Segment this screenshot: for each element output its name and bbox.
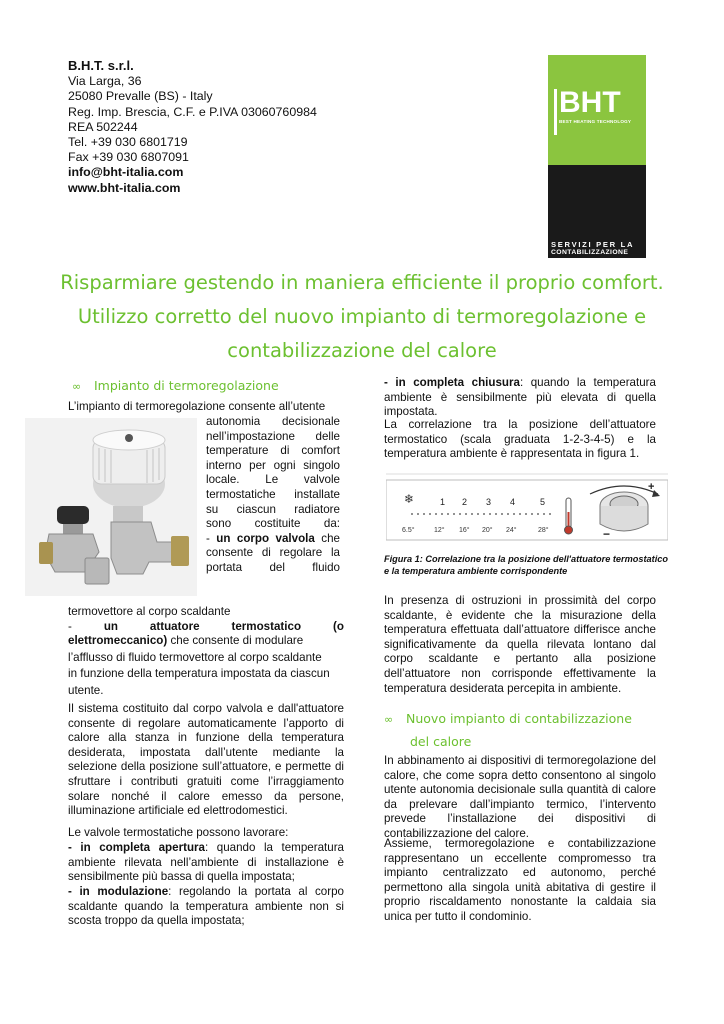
wrap-line: su ciascun radiatore (206, 502, 340, 516)
figure-1-scale-diagram (386, 472, 668, 542)
temp-label: 28° (538, 527, 549, 534)
company-city: 25080 Prevalle (BS) - Italy (68, 89, 213, 104)
mode-bold: - in completa apertura (68, 841, 206, 854)
item-actuator-bold: elettromeccanico) (68, 634, 168, 648)
item-actuator-line4: in funzione della temperatura impostata da ciascun (68, 667, 330, 681)
mode-bold: in modulazione (79, 885, 169, 898)
infinity-bullet-icon: ∞ (384, 713, 394, 726)
logo-services-line1: SERVIZI PER LA (551, 240, 635, 249)
logo-services-line2: CONTABILIZZAZIONE (551, 249, 629, 256)
temp-label: 16° (459, 527, 470, 534)
scale-label: 3 (486, 497, 492, 507)
snowflake-icon: ❄ (404, 492, 415, 506)
item-valve-body-bold: un corpo valvola (216, 531, 315, 545)
wrap-line: consente di regolare la (206, 546, 340, 560)
company-address-block (68, 58, 368, 196)
word: un (103, 619, 118, 633)
column2-para1: La correlazione tra la posizione dell’attuatore termostatico (scala graduata 1-2-3-4-5) e la temperatura ambiente è rappresentata in figura 1. (384, 418, 656, 461)
company-email-link[interactable]: info@bht-italia.com (68, 165, 184, 180)
bht-logo (548, 55, 646, 258)
plus-icon: + (648, 481, 655, 493)
company-registration: Reg. Imp. Brescia, C.F. e P.IVA 03060760984 (68, 104, 317, 119)
dash: - (68, 885, 80, 898)
section-heading-text: Nuovo impianto di contabilizzazione (406, 711, 632, 726)
logo-wordmark: BHT (559, 86, 621, 119)
column2-para4: Assieme, termoregolazione e contabilizzazione rappresentano un eccellente compromesso tra impianto centralizzato ed autonomo, perché permettono alla singola unità abitativa di gestire il proprio riscaldamento nonostante la caldaia sia unica per tutto il condominio. (384, 837, 656, 923)
mode-rest: : quando la temperatura ambiente rilevata nell’ambiente di installazione è sensibilmente più bassa di quella impostata; (68, 841, 345, 884)
section-heading-contabilizzazione-line2: del calore (410, 734, 472, 749)
item-actuator-line5: utente. (68, 683, 104, 697)
mode-complete-opening (68, 841, 344, 885)
scale-label: 1 (440, 497, 446, 507)
mode-complete-closing (384, 376, 656, 420)
dash: - (206, 531, 217, 545)
mode-rest: : quando la temperatura ambiente è sensibilmente più elevata di quella impostata. (384, 376, 656, 419)
section1-items-block (68, 605, 344, 699)
temp-label: 12° (434, 527, 445, 534)
title-line-1: Risparmiare gestendo in maniera efficiente il proprio comfort. (60, 271, 664, 294)
wrap-line: sono costituite da: (206, 517, 340, 531)
item-actuator-line1 (68, 620, 344, 635)
item-actuator-line3: l’afflusso di fluido termovettore al corpo scaldante (68, 650, 322, 664)
scale-label: 2 (462, 497, 468, 507)
title-line-3: contabilizzazione del calore (227, 339, 497, 362)
temp-label: 6.5° (402, 527, 415, 534)
section1-para3: Le valvole termostatiche possono lavorare: (68, 826, 289, 839)
column2-para2: In presenza di ostruzioni in prossimità del corpo scaldante, è evidente che la misurazione della temperatura effettuata dall’attuatore differisce anche significativamente da quella rilevata lontano dal corpo scaldante e pertanto alla posizione dell’attuatore non corrisponde effettivamente la temperatura desiderata percepita in ambiente. (384, 594, 656, 695)
wrap-line: termostatiche installate (206, 487, 340, 501)
figure-1-caption: Figura 1: Correlazione tra la posizione dell'attuatore termostatico e la temperatura ambiente corrispondente (384, 554, 668, 576)
scale-label: 5 (540, 497, 546, 507)
item-valve-body-end: termovettore al corpo scaldante (68, 605, 231, 618)
word: termostatico (231, 619, 302, 633)
dash: - (68, 619, 72, 633)
item-valve-body-rest: che (314, 531, 340, 545)
column2-para3: In abbinamento ai dispositivi di termoregolazione del calore, che come sopra detto consentono al singolo utente autonomia decisionale sulla quantità di calore da prelevare dall’impianto termico, l’intervento prevede l’installazione dei dispositivi di contabilizzazione del calore. (384, 754, 656, 840)
temp-label: 20° (482, 527, 493, 534)
minus-icon: − (603, 527, 611, 541)
section-heading-text: Impianto di termoregolazione (94, 378, 279, 393)
wrap-line: autonomia decisionale (206, 415, 340, 428)
scale-label: 4 (510, 497, 516, 507)
wrap-line: nell’impostazione delle (206, 429, 340, 443)
wrap-line: locale. Le valvole (206, 473, 340, 487)
thermostatic-valve-image (25, 418, 197, 596)
mode-bold: - in completa chiusura (384, 376, 520, 389)
logo-tagline: BEST HEATING TECHNOLOGY (559, 119, 632, 124)
section1-intro: L’impianto di termoregolazione consente all’utente (68, 400, 326, 413)
company-rea: REA 502244 (68, 119, 138, 134)
item-actuator-line2 (68, 634, 344, 649)
wrap-line: portata del fluido (206, 560, 340, 574)
title-line-2: Utilizzo corretto del nuovo impianto di termoregolazione e (77, 305, 647, 328)
mode-modulation (68, 885, 344, 929)
logo-accent-bar (554, 89, 557, 135)
mode-rest: : regolando la portata al corpo scaldante quando la temperatura ambiente non si scosta troppo da quella impostata; (68, 885, 344, 928)
item-actuator-rest: che consente di modulare (167, 634, 304, 648)
wrap-line: interno per ogni singolo (206, 458, 340, 472)
company-fax: Fax +39 030 6807091 (68, 150, 189, 165)
page-title (40, 266, 684, 368)
company-website-link[interactable]: www.bht-italia.com (68, 180, 181, 195)
company-street: Via Larga, 36 (68, 74, 142, 89)
section-heading-termoregolazione (72, 378, 279, 393)
word: (o (333, 619, 344, 633)
section1-wrap-text (206, 415, 340, 576)
section-heading-contabilizzazione (384, 711, 664, 726)
company-phone: Tel. +39 030 6801719 (68, 135, 188, 150)
infinity-bullet-icon: ∞ (72, 380, 82, 393)
temp-label: 24° (506, 527, 517, 534)
thermometer-icon (565, 498, 573, 534)
section1-para2: Il sistema costituito dal corpo valvola e dall'attuatore consente di regolare automaticamente l’apporto di calore alla stanza in funzione della temperatura desiderata, impostata dall’utente mediante la selezione della posizione sull’attuatore, e permette di sfruttare i contributi gratuiti come l’irraggiamento solare nonché il calore emesso da persone, illuminazione artificiale ed elettrodomestici. (68, 702, 344, 818)
wrap-line: temperature di comfort (206, 444, 340, 458)
word: attuatore (149, 619, 200, 633)
item-valve-body (206, 532, 340, 547)
company-name: B.H.T. s.r.l. (68, 58, 134, 73)
